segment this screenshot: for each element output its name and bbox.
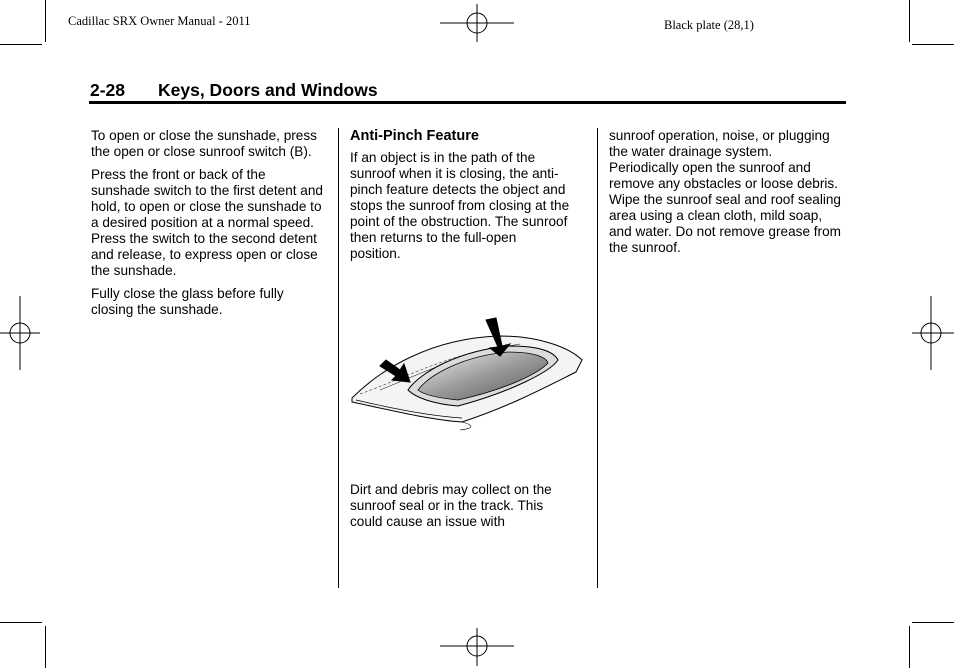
paragraph: Dirt and debris may collect on the sunroof seal or in the track. This could cause an issue with xyxy=(350,482,552,529)
section-title: Keys, Doors and Windows xyxy=(158,80,378,100)
column-3 xyxy=(609,128,841,263)
running-header-title: Cadillac SRX Owner Manual - 2011 xyxy=(68,14,251,28)
crop-mark xyxy=(912,622,954,623)
section-rule xyxy=(89,101,846,104)
sunroof-illustration xyxy=(350,310,585,440)
anti-pinch-heading: Anti-Pinch Feature xyxy=(350,128,479,144)
registration-mark-right xyxy=(912,296,954,370)
paragraph: Fully close the glass before fully closing the sunshade. xyxy=(91,286,284,317)
paragraph: sunroof operation, noise, or plugging the water drainage system. Periodically open the sunroof and remove any obstacles or loose debris. Wipe the sunroof seal and roof sealing area using a clean cloth, mild soap, and water. Do not remove grease from the sunroof. xyxy=(609,128,841,255)
column-2 xyxy=(350,128,570,269)
crop-mark xyxy=(45,626,46,668)
registration-mark-bottom xyxy=(440,628,514,666)
crop-mark xyxy=(909,626,910,668)
page-number: 2-28 xyxy=(90,80,126,100)
registration-mark-left xyxy=(0,296,40,370)
column-2-continued xyxy=(350,482,572,537)
running-header-plate: Black plate (28,1) xyxy=(664,18,754,32)
registration-mark-top xyxy=(440,4,514,42)
paragraph: Press the front or back of the sunshade switch to the first detent and hold, to open or close the sunshade to a desired position at a normal speed. Press the switch to the second detent and release, to express open or close the sunshade. xyxy=(91,167,323,278)
paragraph: To open or close the sunshade, press the open or close sunroof switch (B). xyxy=(91,128,317,159)
crop-mark xyxy=(912,44,954,45)
column-1 xyxy=(91,128,323,325)
column-divider xyxy=(338,128,339,588)
crop-mark xyxy=(909,0,910,42)
crop-mark xyxy=(0,44,42,45)
section-header xyxy=(90,80,378,101)
crop-mark xyxy=(0,622,42,623)
paragraph: If an object is in the path of the sunroof when it is closing, the anti-pinch feature detects the object and stops the sunroof from closing at the point of the obstruction. The sunroof then returns to the full-open position. xyxy=(350,150,570,261)
column-divider xyxy=(597,128,598,588)
crop-mark xyxy=(45,0,46,42)
